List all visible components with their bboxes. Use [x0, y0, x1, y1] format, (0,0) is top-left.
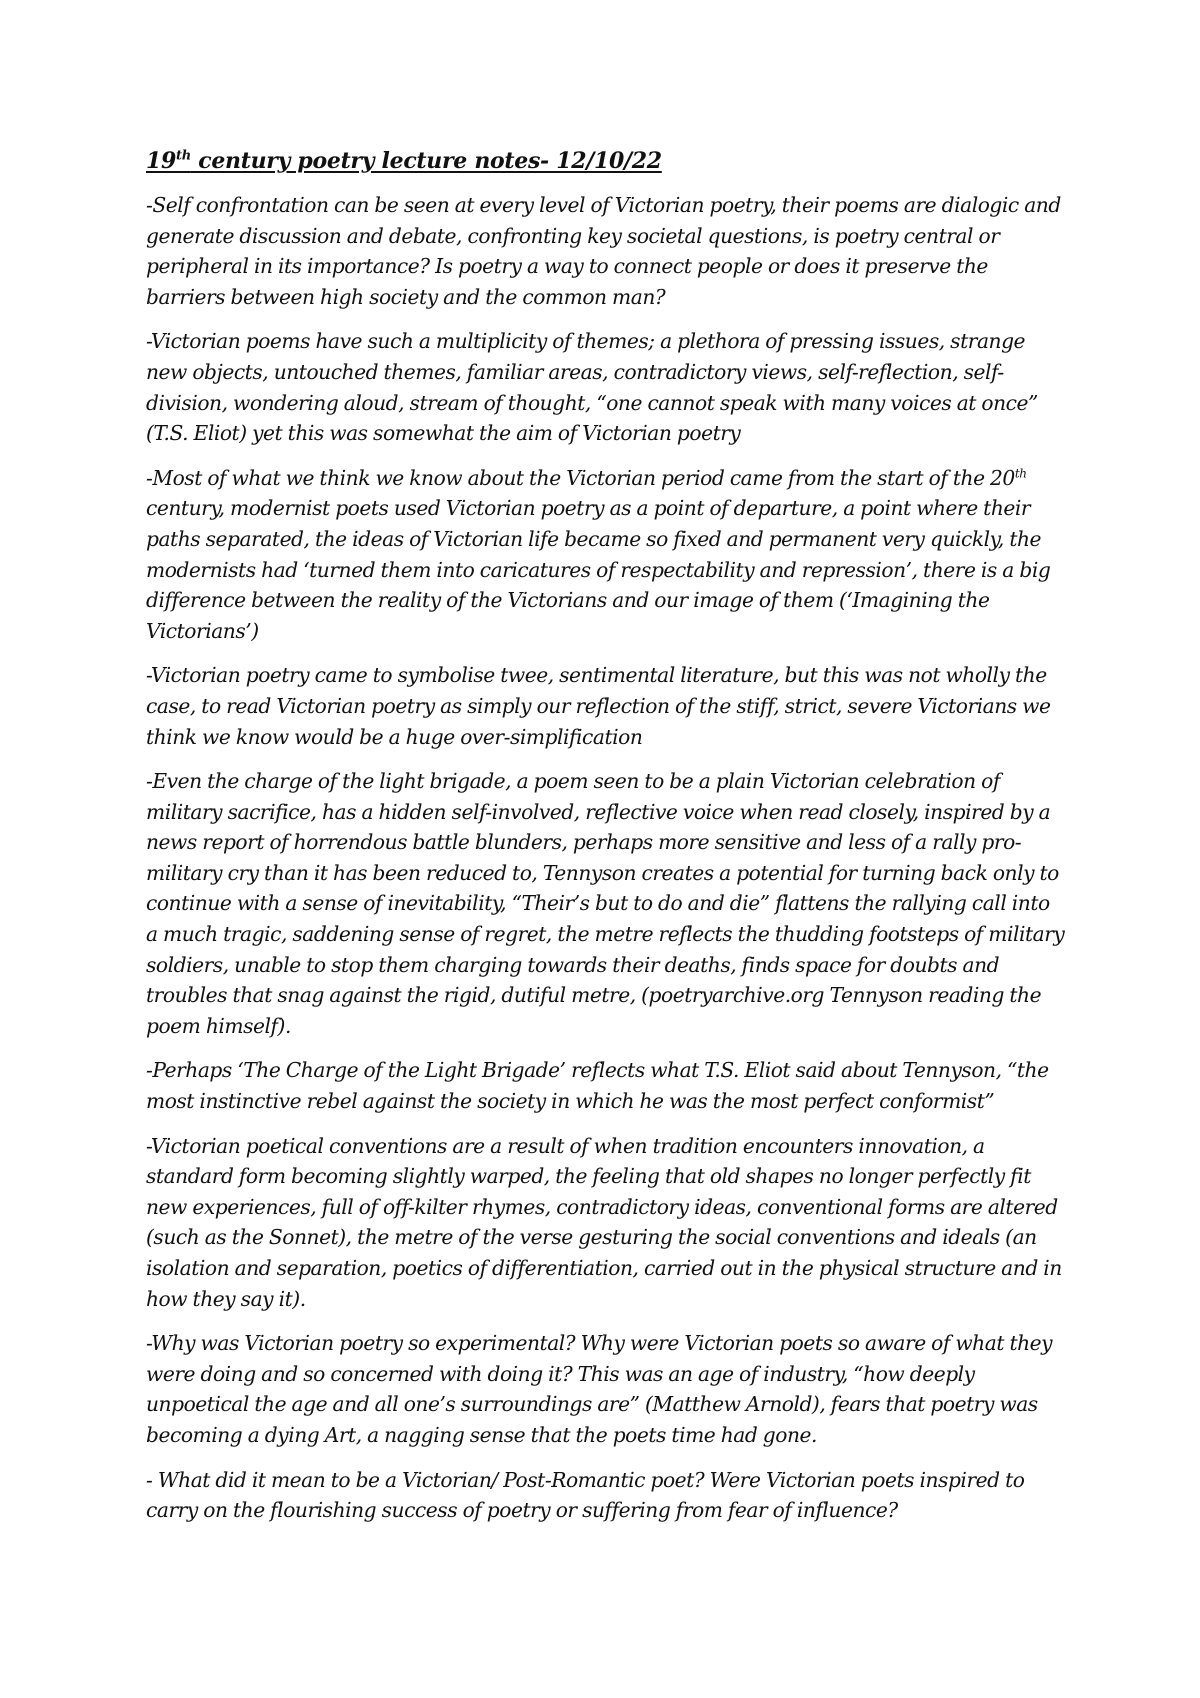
paragraph-2: -Victorian poems have such a multiplicity of themes; a plethora of pressing issues, strange new objects, untouched themes, familiar areas, contradictory views, self-reflection, self-division, wondering aloud, stream of thought, “one cannot speak with many voices at once” (T.S. Eliot) yet this was somewhat the aim of Victorian poetry — [146, 329, 1038, 446]
page-title — [146, 146, 1066, 176]
paragraph-1: -Self confrontation can be seen at every level of Victorian poetry, their poems are dialogic and generate discussion and debate, confronting key societal questions, is poetry central or peripheral in its importance? Is poetry a way to connect people or does it preserve the barriers between high society and the common man? — [146, 193, 1061, 309]
paragraph-5: -Even the charge of the light brigade, a poem seen to be a plain Victorian celebration of military sacrifice, has a hidden self-involved, reflective voice when read closely, inspired by a news report of horrendous battle blunders, perhaps more sensitive and less of a rally pro-military cry than it has been reduced to, Tennyson creates a potential for turning back only to continue with a sense of inevitability, “Their’s but to do and die” flattens the rallying call into a much tragic, saddening sense of regret, the metre reflects the thudding footsteps of military soldiers, unable to stop them charging towards their deaths, finds space for doubts and troubles that snag against the rigid, dutiful metre, (poetryarchive.org Tennyson reading the poem himself). — [146, 769, 1065, 1038]
paragraph-3-superscript: th — [1014, 466, 1027, 481]
paragraph-6: -Perhaps ‘The Charge of the Light Brigade’ reflects what T.S. Eliot said about Tennyson, “the most instinctive rebel against the society in which he was the most perfect conformist” — [146, 1058, 1049, 1114]
paragraph-3-text-after: century, modernist poets used Victorian poetry as a point of departure, a point where their paths separated, the ideas of Victorian life became so fixed and permanent very quickly, the modernists had ‘turned them into caricatures of respectability and repression’, there is a big difference between the reality of the Victorians and our image of them (‘Imagining the Victorians’) — [146, 496, 1051, 643]
paragraph-9: - What did it mean to be a Victorian/ Post-Romantic poet? Were Victorian poets inspired to carry on the flourishing success of poetry or suffering from fear of influence? — [146, 1467, 1025, 1523]
paragraph-4: -Victorian poetry came to symbolise twee, sentimental literature, but this was not wholly the case, to read Victorian poetry as simply our reflection of the stiff, strict, severe Victorians we think we know would be a huge over-simplification — [146, 663, 1051, 749]
paragraph-3 — [146, 463, 1066, 647]
title-rest: century poetry lecture notes- 12/10/22 — [190, 148, 662, 174]
title-superscript: th — [176, 148, 191, 164]
title-prefix: 19 — [146, 148, 177, 174]
paragraph-8: -Why was Victorian poetry so experimental? Why were Victorian poets so aware of what they were doing and so concerned with doing it? This was an age of industry, “how deeply unpoetical the age and all one’s surroundings are” (Matthew Arnold), fears that poetry was becoming a dying Art, a nagging sense that the poets time had gone. — [146, 1331, 1053, 1447]
paragraph-3-text: -Most of what we think we know about the Victorian period came from the start of the 20 — [146, 465, 1015, 490]
paragraph-7: -Victorian poetical conventions are a result of when tradition encounters innovation, a standard form becoming slightly warped, the feeling that old shapes no longer perfectly fit new experiences, full of off-kilter rhymes, contradictory ideas, conventional forms are altered (such as the Sonnet), the metre of the verse gesturing the social conventions and ideals (an isolation and separation, poetics of differentiation, carried out in the physical structure and in how they say it). — [146, 1133, 1062, 1311]
document-page — [146, 146, 1066, 1540]
